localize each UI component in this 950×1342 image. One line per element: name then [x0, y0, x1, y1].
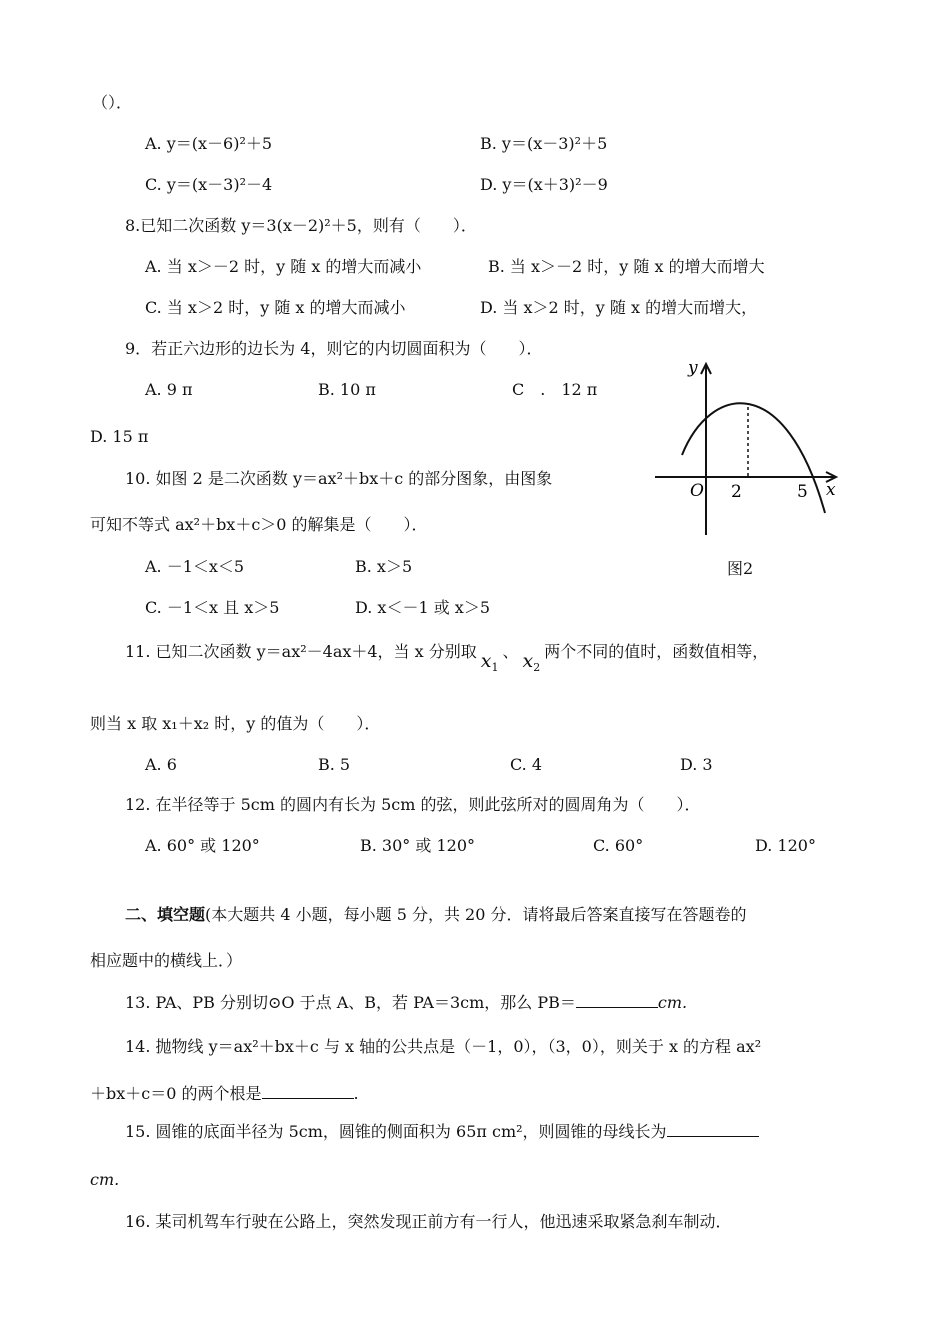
q11-stem-part2: 两个不同的值时，函数值相等， [544, 642, 769, 661]
q15-answer-blank[interactable] [667, 1120, 759, 1137]
q9-option-c: C . 12 π [512, 380, 598, 399]
q10-stem-line1: 10. 如图 2 是二次函数 y＝ax²＋bx＋c 的部分图象，由图象 [125, 469, 553, 488]
q9-option-a: A. 9 π [145, 380, 193, 399]
q13-stem: 13. PA、PB 分别切⊙O 于点 A、B，若 PA＝3cm，那么 PB＝ [125, 993, 576, 1012]
tick-label-5: 5 [797, 482, 808, 502]
q11-option-d: D. 3 [680, 755, 713, 774]
parabola-figure [640, 355, 850, 540]
q10-stem-line2: 可知不等式 ax²＋bx＋c＞0 的解集是（ ）． [90, 515, 428, 534]
x-axis-label: x [826, 480, 836, 500]
q11-stem-line1 [125, 640, 769, 674]
q14-line2 [90, 1082, 359, 1105]
q10-option-b: B. x＞5 [355, 557, 413, 576]
section2-heading [125, 904, 747, 926]
q13-line [125, 991, 687, 1014]
q12-option-b: B. 30° 或 120° [360, 836, 476, 855]
q7-option-b: B. y＝(x－3)²＋5 [480, 134, 608, 153]
origin-label: O [690, 481, 704, 501]
q13-unit: cm. [657, 993, 688, 1012]
q16-stem: 16. 某司机驾车行驶在公路上，突然发现正前方有一行人，他迅速采取紧急刹车制动． [125, 1212, 732, 1231]
q13-answer-blank[interactable] [576, 991, 658, 1008]
q10-option-a: A. －1＜x＜5 [145, 557, 245, 576]
q11-x2-subscript: 2 [533, 661, 541, 674]
q9-option-b: B. 10 π [318, 380, 376, 399]
y-axis-label: y [688, 358, 698, 378]
q11-stem-part1: 11. 已知二次函数 y＝ax²－4ax＋4，当 x 分别取 [125, 642, 477, 661]
q11-x1: x [480, 650, 492, 672]
q14-end: . [353, 1084, 359, 1103]
q7-option-c: C. y＝(x－3)²－4 [145, 175, 273, 194]
q12-option-a: A. 60° 或 120° [145, 836, 260, 855]
tick-label-2: 2 [731, 482, 742, 502]
q11-stem-line2: 则当 x 取 x₁＋x₂ 时，y 的值为（ ）． [90, 714, 381, 733]
q14-stem-line2: ＋bx＋c＝0 的两个根是 [90, 1084, 262, 1103]
q11-option-c: C. 4 [510, 755, 543, 774]
q11-x1-subscript: 1 [491, 661, 499, 674]
q15-line [125, 1120, 759, 1143]
q8-option-a: A. 当 x＞－2 时，y 随 x 的增大而减小 [145, 257, 422, 276]
q12-option-c: C. 60° [593, 836, 644, 855]
q9-stem: 9．若正六边形的边长为 4，则它的内切圆面积为（ ）． [125, 339, 543, 358]
q7-option-a: A. y＝(x－6)²＋5 [145, 134, 273, 153]
q11-separator: 、 [502, 642, 519, 661]
q7-option-d: D. y＝(x＋3)²－9 [480, 175, 608, 194]
q11-option-b: B. 5 [318, 755, 351, 774]
section2-title: 二、填空题 [125, 905, 206, 924]
q14-answer-blank[interactable] [262, 1082, 354, 1099]
figure-caption: 图2 [727, 559, 754, 578]
q15-unit: cm. [90, 1170, 120, 1189]
q8-stem: 8.已知二次函数 y＝3(x－2)²＋5，则有（ ）． [125, 216, 477, 235]
q11-option-a: A. 6 [145, 755, 177, 774]
q8-option-d: D. 当 x＞2 时，y 随 x 的增大而增大， [480, 298, 758, 317]
q8-option-c: C. 当 x＞2 时，y 随 x 的增大而减小 [145, 298, 406, 317]
q7-tail: （）． [92, 93, 133, 112]
q8-option-b: B. 当 x＞－2 时，y 随 x 的增大而增大 [488, 257, 765, 276]
q14-stem-line1: 14. 抛物线 y＝ax²＋bx＋c 与 x 轴的公共点是（－1，0），（3，0），则关于 x 的方程 ax² [125, 1037, 762, 1056]
q9-option-d: D. 15 π [90, 427, 149, 446]
q12-option-d: D. 120° [755, 836, 816, 855]
q12-stem: 12. 在半径等于 5cm 的圆内有长为 5cm 的弦，则此弦所对的圆周角为（ ）． [125, 795, 701, 814]
q11-x2: x [522, 650, 534, 672]
q15-stem: 15. 圆锥的底面半径为 5cm，圆锥的侧面积为 65π cm²，则圆锥的母线长为 [125, 1122, 667, 1141]
q10-option-d: D. x＜－1 或 x＞5 [355, 598, 491, 617]
section2-desc-line2: 相应题中的横线上．） [90, 951, 243, 970]
section2-desc-line1: (本大题共 4 小题，每小题 5 分，共 20 分．请将最后答案直接写在答题卷的 [205, 905, 747, 924]
q10-option-c: C. －1＜x 且 x＞5 [145, 598, 280, 617]
